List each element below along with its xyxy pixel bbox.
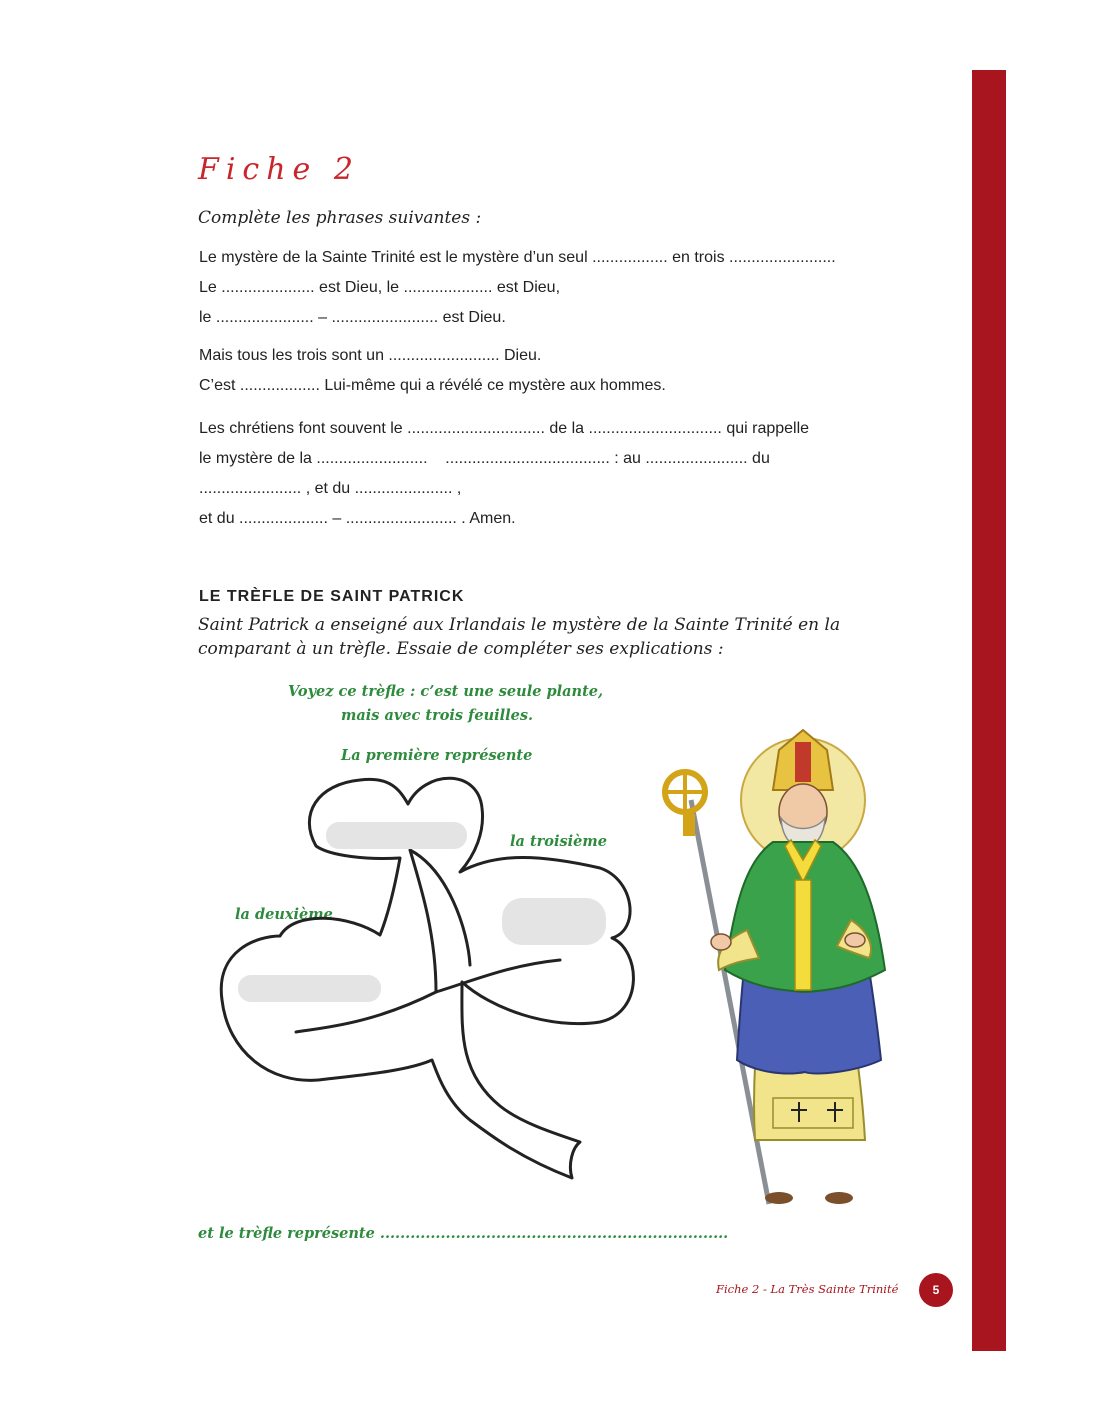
- third-leaf-answer-box[interactable]: [502, 898, 606, 945]
- footer-caption: Fiche 2 - La Très Sainte Trinité: [716, 1282, 899, 1296]
- clover-intro-line-2: mais avec trois feuilles.: [341, 707, 534, 724]
- first-leaf-answer-box[interactable]: [326, 822, 467, 849]
- page-number-badge: 5: [919, 1273, 953, 1307]
- saint-patrick-illustration: [655, 720, 905, 1210]
- clover-conclusion: et le trèfle représente .....................................................................: [198, 1225, 729, 1242]
- exercise-line: et du .................... – ......................... . Amen.: [199, 510, 516, 527]
- exercise-line: Mais tous les trois sont un ......................... Dieu.: [199, 347, 542, 364]
- page-title: Fiche 2: [198, 152, 360, 187]
- third-leaf-label: la troisième: [510, 833, 607, 850]
- exercise-line: Les chrétiens font souvent le ............................... de la .............................. qui rappelle: [199, 420, 810, 437]
- section-heading: LE TRÈFLE DE SAINT PATRICK: [199, 588, 465, 605]
- exercise-line: C’est .................. Lui-même qui a révélé ce mystère aux hommes.: [199, 377, 666, 394]
- second-leaf-answer-box[interactable]: [238, 975, 381, 1002]
- exercise-line: Le ..................... est Dieu, le .................... est Dieu,: [199, 279, 561, 296]
- second-leaf-label: la deuxième: [235, 906, 333, 923]
- shamrock-illustration: [200, 760, 660, 1200]
- decorative-side-bar: [972, 70, 1006, 1351]
- section-intro: Saint Patrick a enseigné aux Irlandais le mystère de la Sainte Trinité en la comparant à un trèfle. Essaie de compléter ses explications :: [198, 615, 841, 659]
- exercise-line: le mystère de la ......................... ..................................... : au ....................... du: [199, 450, 770, 467]
- exercise-line: le ...................... – ........................ est Dieu.: [199, 309, 506, 326]
- first-leaf-label: La première représente: [341, 747, 533, 764]
- exercise-line: Le mystère de la Sainte Trinité est le mystère d’un seul ................. en trois ........................: [199, 249, 836, 266]
- clover-intro-line-1: Voyez ce trèfle : c’est une seule plante,: [288, 683, 604, 700]
- exercise-instruction: Complète les phrases suivantes :: [198, 208, 482, 228]
- exercise-line: ....................... , et du ...................... ,: [199, 480, 462, 497]
